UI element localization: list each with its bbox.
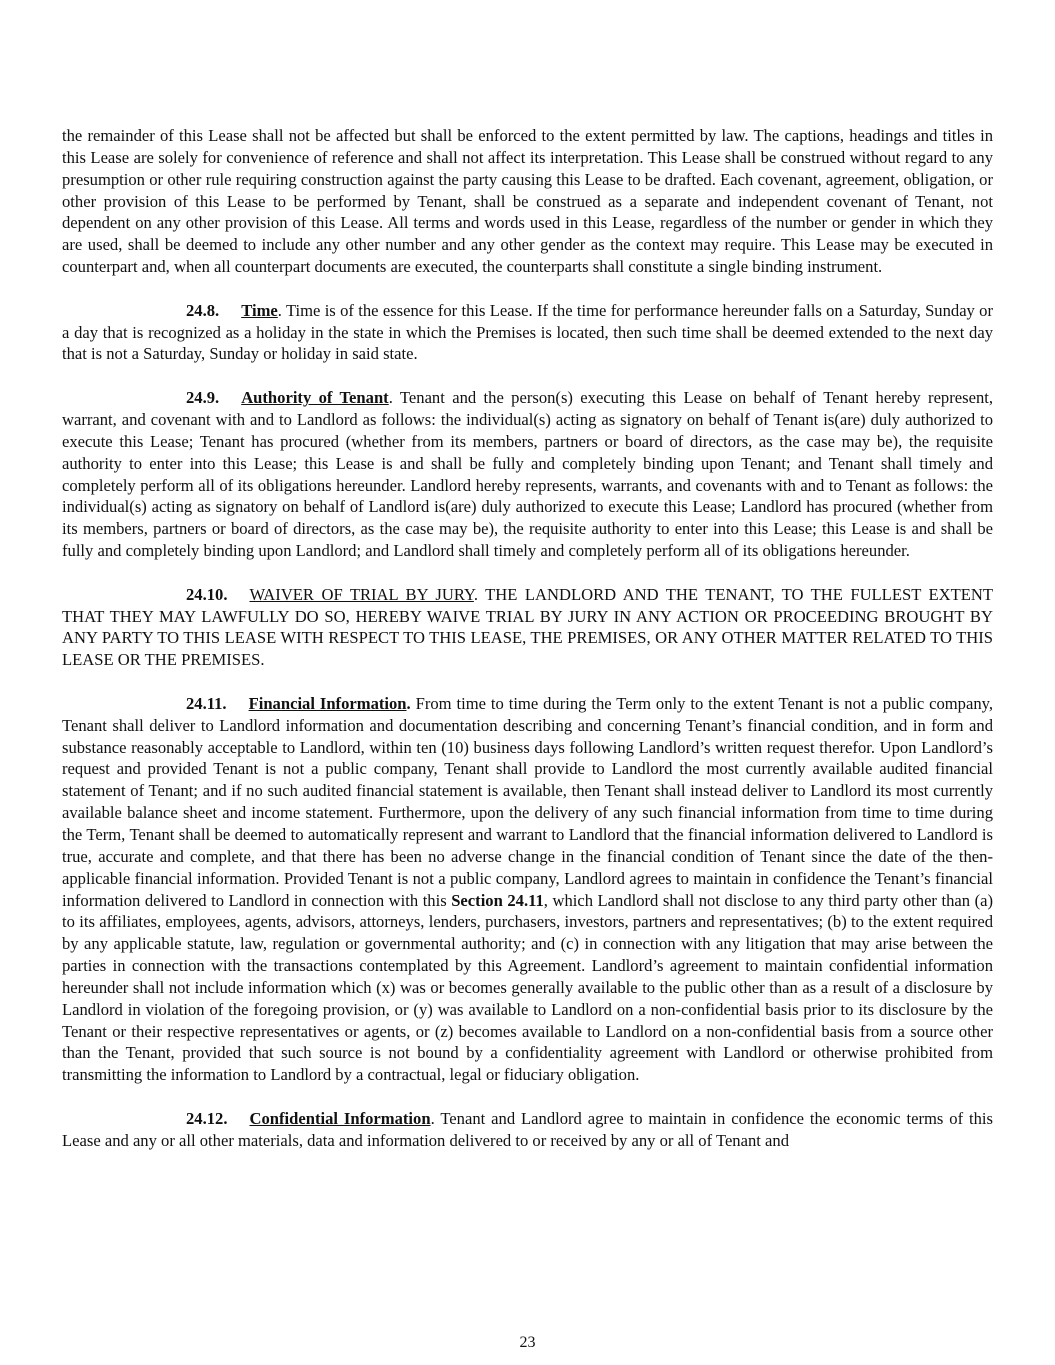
heading-suffix: . (388, 388, 393, 408)
section-24-12 (62, 1108, 993, 1152)
section-number: 24.8. (186, 300, 220, 320)
section-text: Tenant and Landlord agree to maintain in confidence the economic terms of this Lease and any or all other materials, data and information delivered to or received by any or all of Tenant and (62, 1108, 993, 1150)
section-number: 24.9. (186, 388, 220, 408)
section-text: Time is of the essence for this Lease. If the time for performance hereunder falls on a Saturday, Sunday or a day that is recognized as a holiday in the state in which the Premises is located, then such time shall be deemed extended to the next day that is not a Saturday, Sunday or holiday in said state. (62, 300, 993, 364)
section-number: 24.10. (186, 584, 228, 604)
section-24-10 (62, 584, 993, 671)
section-text: From time to time during the Term only to the extent Tenant is not a public company, Tenant shall deliver to Landlord information and documentation describing and concerning Tenant’s financial condition, and in form and substance reasonably acceptable to Landlord, within ten (10) business days following Landlord’s written request therefor. Upon Landlord’s request and provided Tenant is not a public company, Tenant shall provide to Landlord the most currently available audited financial statement of Tenant; and if no such audited financial statement is available, then Tenant shall instead deliver to Landlord its most currently available balance sheet and income statement. Furthermore, upon the delivery of any such financial information from time to time during the Term, Tenant shall be deemed to automatically represent and warrant to Landlord that the financial information delivered to Landlord is true, accurate and complete, and that there has been no adverse change in the financial condition of Tenant since the date of the then-applicable financial information. Provided Tenant is not a public company, Landlord agrees to maintain in confidence the Tenant’s financial information delivered to Landlord in connection with this (62, 693, 993, 910)
document-page (62, 125, 993, 1174)
section-text: Tenant and the person(s) executing this Lease on behalf of Tenant hereby represent, warrant, and covenant with and to Landlord as follows: the individual(s) acting as signatory on behalf of Tenant is(are) duly authorized to execute this Lease; Tenant has procured (whether from its members, partners or board of directors, as the case may be), the requisite authority to enter into this Lease; this Lease is and shall be fully and completely binding upon Tenant; and Tenant shall timely and completely perform all of its obligations hereunder. Landlord hereby represents, warrants, and covenants with and to Tenant as follows: the individual(s) acting as signatory on behalf of Landlord is(are) duly authorized to execute this Lease; Landlord has procured (whether from its members, partners or board of directors, as the case may be), the requisite authority to enter into this Lease; this Lease is and shall be fully and completely binding upon Landlord; and Landlord shall timely and completely perform all of its obligations hereunder. (62, 388, 993, 561)
section-heading: Authority of Tenant (241, 388, 389, 408)
page-number: 23 (519, 1334, 536, 1351)
section-24-9 (62, 387, 993, 562)
section-number: 24.12. (186, 1108, 228, 1128)
section-text: THE LANDLORD AND THE TENANT, TO THE FULLEST EXTENT THAT THEY MAY LAWFULLY DO SO, HEREBY WAIVE TRIAL BY JURY IN ANY ACTION OR PROCEEDING BROUGHT BY ANY PARTY TO THIS LEASE WITH RESPECT TO THIS LEASE, THE PREMISES, OR ANY OTHER MATTER RELATED TO THIS LEASE OR THE PREMISES. (62, 584, 993, 670)
section-number: 24.11. (186, 693, 227, 713)
section-text-continued: , which Landlord shall not disclose to any third party other than (a) to its affiliates, employees, agents, advisors, attorneys, lenders, purchasers, investors, partners and representatives; (b) to the extent required by any applicable statute, law, regulation or governmental authority; and (c) in connection with any litigation that may arise between the parties in connection with the transactions contemplated by this Agreement. Landlord’s agreement to maintain confidential information hereunder shall not include information which (x) was or becomes generally available to the public other than as a result of a disclosure by Landlord in violation of the foregoing provision, or (y) was available to Landlord on a non-confidential basis prior to its disclosure by the Tenant or their respective representatives or agents, or (z) becomes available to Landlord on a non-confidential basis from a source other than the Tenant, provided that such source is not bound by a confidentiality agreement with Landlord or otherwise prohibited from transmitting the information to Landlord by a contractual, legal or fiduciary obligation. (62, 890, 993, 1085)
intro-paragraph: the remainder of this Lease shall not be affected but shall be enforced to the extent permitted by law. The captions, headings and titles in this Lease are solely for convenience of reference and shall not affect its interpretation. This Lease shall be construed without regard to any presumption or other rule requiring construction against the party causing this Lease to be drafted. Each covenant, agreement, obligation, or other provision of this Lease to be performed by Tenant, shall be construed as a separate and independent covenant of Tenant, not dependent on any other provision of this Lease. All terms and words used in this Lease, regardless of the number or gender in which they are used, shall be deemed to include any other number and any other gender as the context may require. This Lease may be executed in counterpart and, when all counterpart documents are executed, the counterparts shall constitute a single binding instrument. (62, 126, 993, 277)
heading-suffix: . (430, 1108, 435, 1128)
section-reference: Section 24.11 (451, 890, 544, 910)
heading-suffix: . (406, 693, 411, 713)
heading-suffix: . (473, 584, 479, 604)
section-heading: WAIVER OF TRIAL BY JURY (249, 584, 474, 604)
section-24-8 (62, 300, 993, 366)
section-heading: Time (241, 300, 278, 320)
section-heading: Financial Information (248, 693, 407, 713)
section-24-11 (62, 693, 993, 1086)
heading-suffix: . (277, 300, 282, 320)
section-heading: Confidential Information (249, 1108, 431, 1128)
